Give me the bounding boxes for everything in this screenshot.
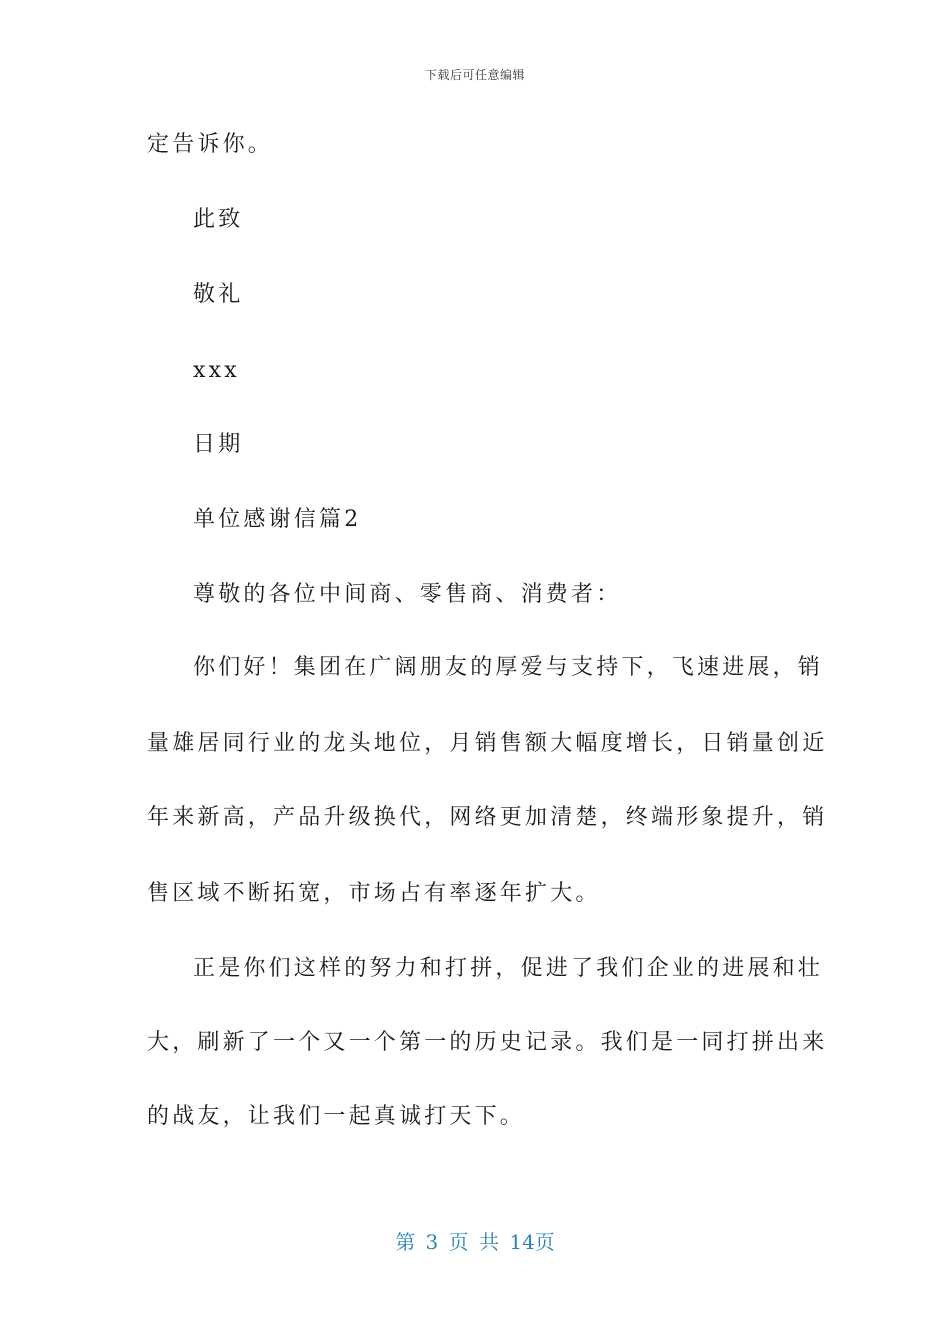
text-line: 售区域不断拓宽，市场占有率逐年扩大。 — [147, 881, 601, 906]
text-line: 尊敬的各位中间商、零售商、消费者： — [193, 582, 622, 607]
page-number: 第 3 页 共 14页 — [395, 1230, 555, 1254]
text-line: 大，刷新了一个又一个第一的历史记录。我们是一同打拼出来 — [147, 1030, 828, 1055]
text-line: 定告诉你。 — [147, 132, 274, 157]
text-line: 量雄居同行业的龙头地位，月销售额大幅度增长，日销量创近 — [147, 731, 828, 756]
text-line: 正是你们这样的努力和打拼，促进了我们企业的进展和壮 — [193, 956, 824, 981]
text-line: 你们好！集团在广阔朋友的厚爱与支持下，飞速进展，销 — [193, 655, 824, 680]
page-header: 下载后可任意编辑 — [424, 68, 525, 82]
text-line: 的战友，让我们一起真诚打天下。 — [147, 1104, 526, 1129]
text-line: 敬礼 — [193, 282, 244, 307]
text-line: xxx — [193, 358, 240, 383]
text-line: 此致 — [193, 207, 244, 232]
text-line: 单位感谢信篇2 — [193, 507, 362, 532]
text-line: 日期 — [193, 432, 244, 457]
text-line: 年来新高，产品升级换代，网络更加清楚，终端形象提升，销 — [147, 805, 828, 830]
